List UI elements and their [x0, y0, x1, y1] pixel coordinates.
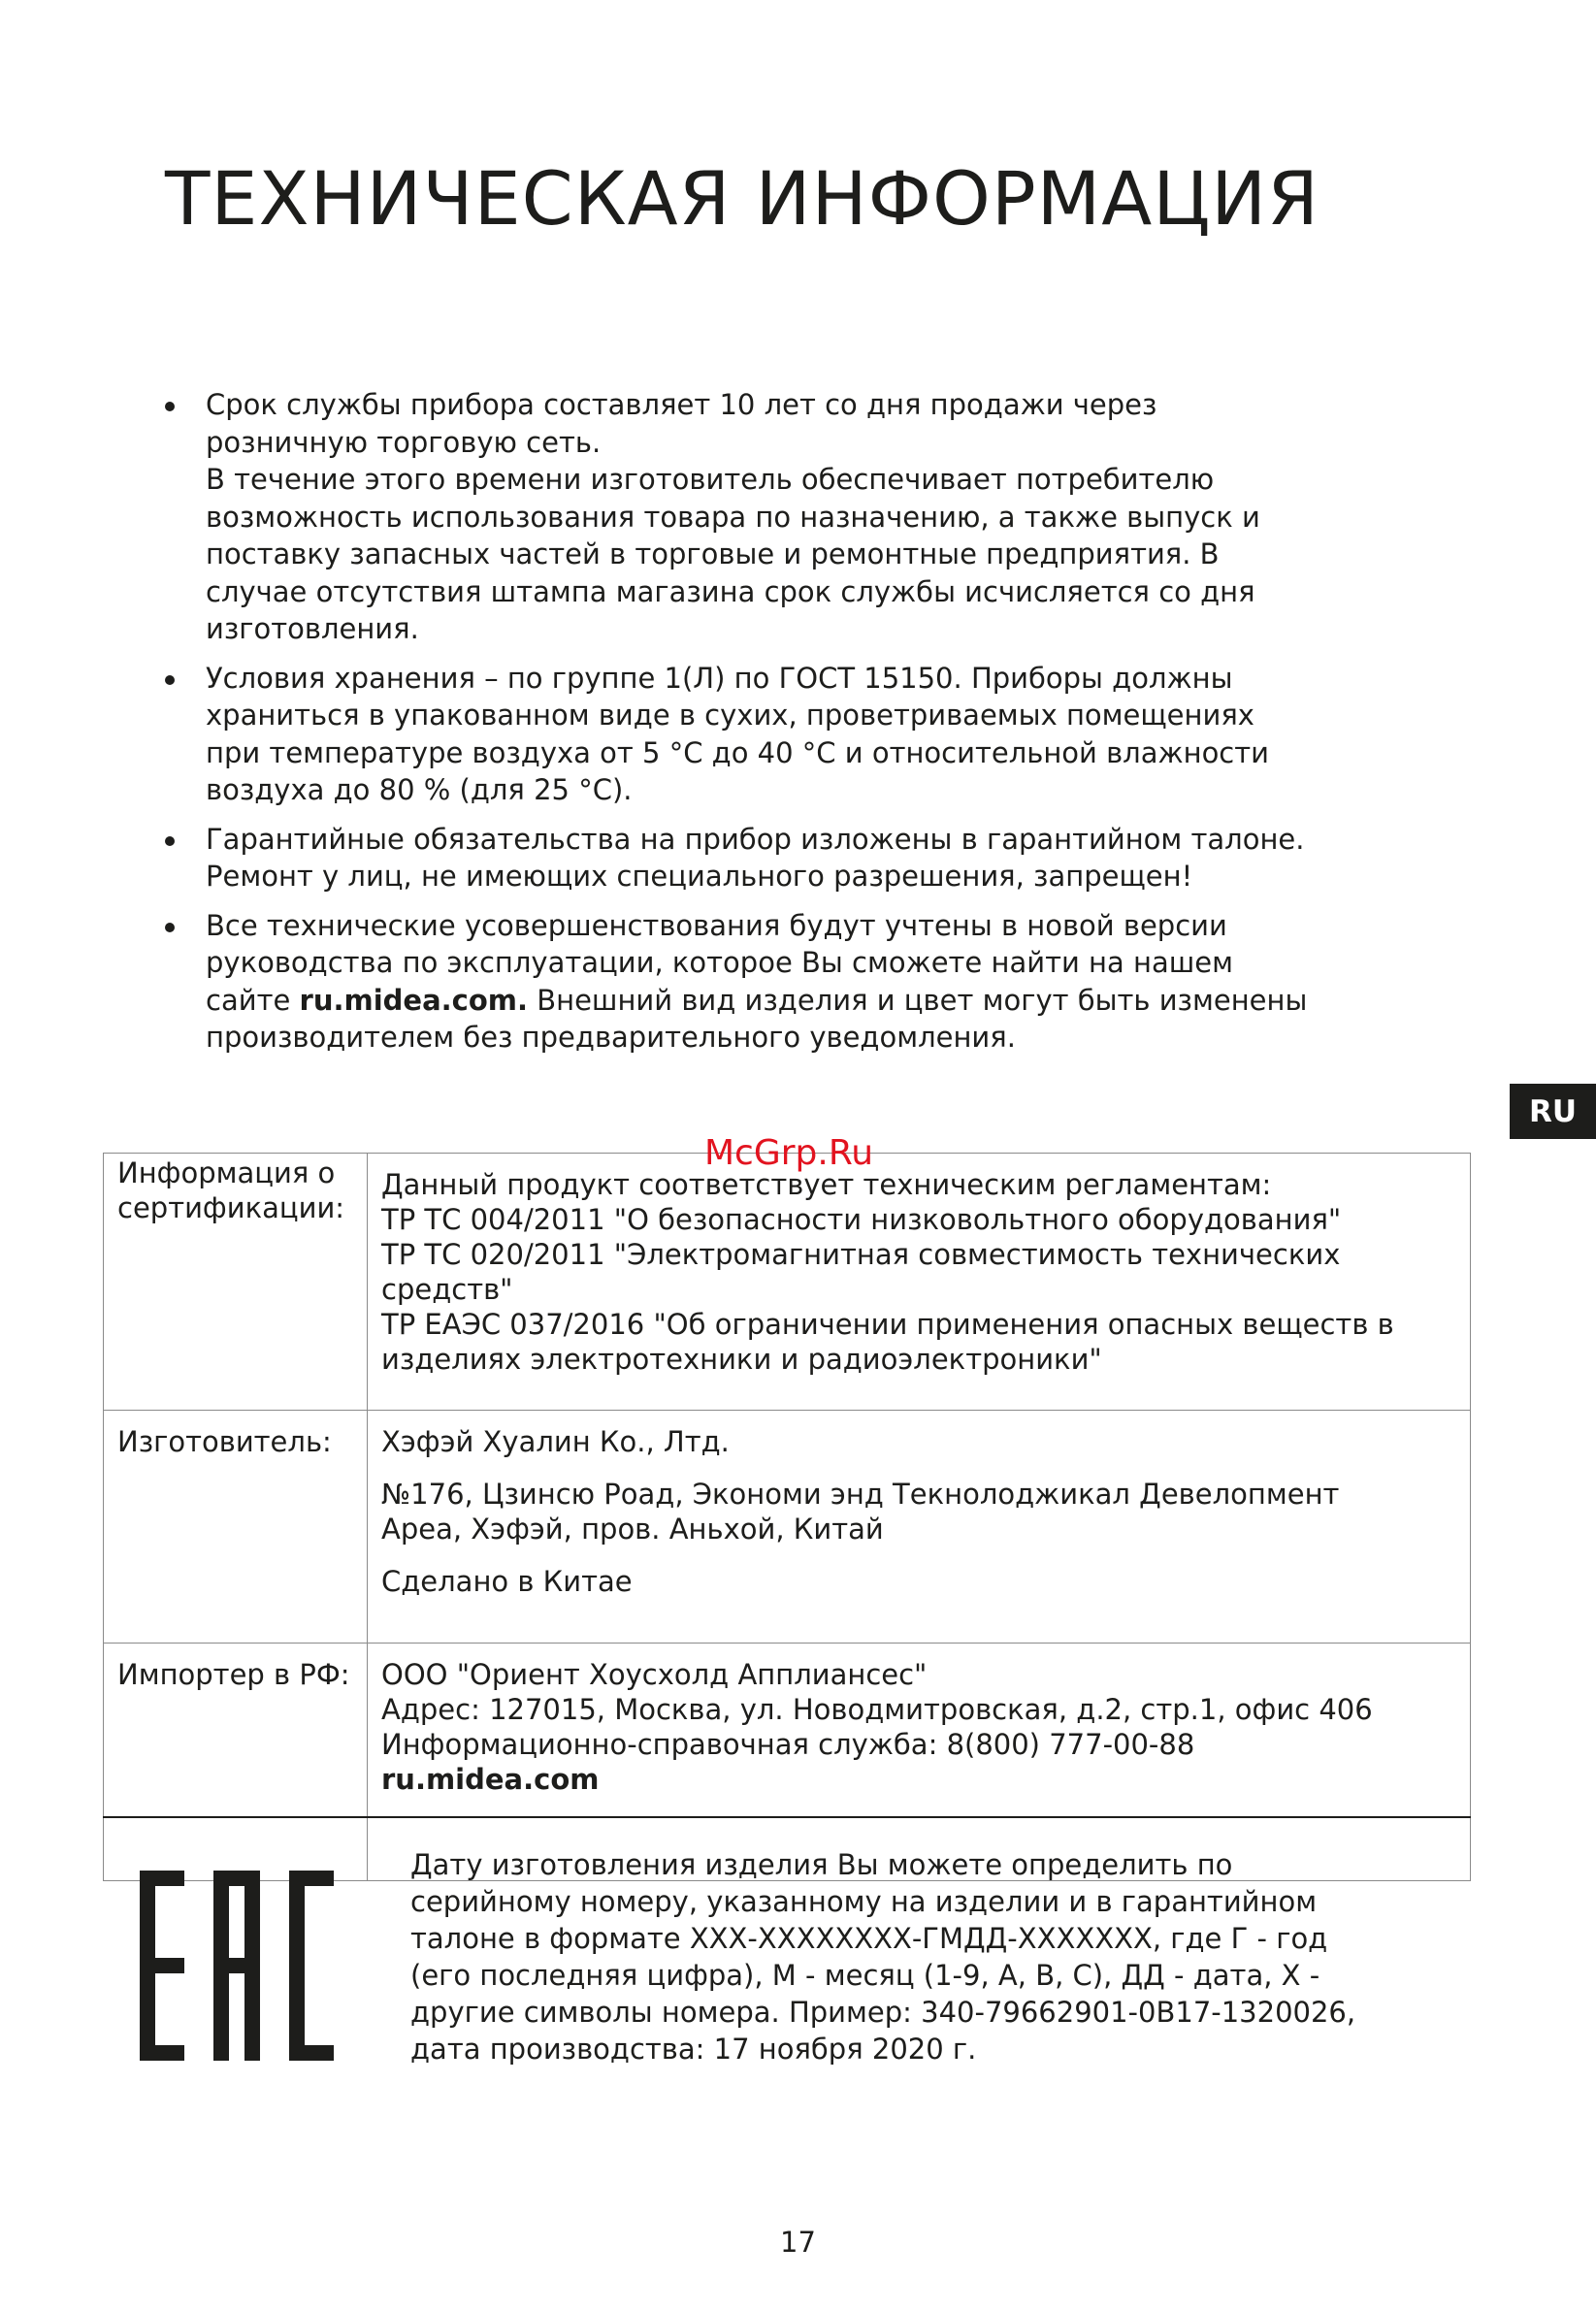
text-line: возможность использования товара по назначению, а также выпуск и — [206, 500, 1260, 534]
certification-label — [104, 1154, 368, 1411]
text-line: воздуха до 80 % (для 25 °С). — [206, 773, 633, 806]
page-number: 17 — [780, 2226, 816, 2259]
text-line: Срок службы прибора составляет 10 лет со дня продажи через — [206, 388, 1157, 421]
label-line: Изготовитель: — [117, 1425, 332, 1458]
manufacturer-address — [381, 1477, 1460, 1546]
page-title: ТЕХНИЧЕСКАЯ ИНФОРМАЦИЯ — [165, 155, 1319, 242]
text-line: средств" — [381, 1273, 513, 1306]
text-line: Все технические усовершенствования будут учтены в новой версии — [206, 908, 1227, 942]
text-line: Ремонт у лиц, не имеющих специального разрешения, запрещен! — [206, 860, 1193, 893]
text-line: (его последняя цифра), М - месяц (1-9, А, В, С), ДД - дата, Х - — [410, 1959, 1320, 1992]
text-line: серийному номеру, указанному на изделии и в гарантийном — [410, 1885, 1318, 1918]
text-line: дата производства: 17 ноября 2020 г. — [410, 2033, 977, 2066]
text-fragment: Внешний вид изделия и цвет могут быть изменены — [528, 983, 1308, 1017]
text-line: ТР ЕАЭС 037/2016 "Об ограничении применения опасных веществ в — [381, 1308, 1394, 1341]
text-line: Дату изготовления изделия Вы можете определить по — [410, 1848, 1233, 1881]
certification-table — [103, 1153, 1471, 1881]
label-line: сертификации: — [117, 1191, 345, 1224]
language-tab: RU — [1510, 1084, 1596, 1139]
text-line: изделиях электротехники и радиоэлектроники" — [381, 1343, 1102, 1376]
list-item-service-life — [165, 386, 1426, 648]
text-line: изготовления. — [206, 612, 419, 645]
list-item-improvements — [165, 907, 1426, 1057]
eac-logo-icon — [140, 1871, 334, 2061]
text-line: В течение этого времени изготовитель обеспечивает потребителю — [206, 463, 1215, 496]
text-line: ТР ТС 004/2011 "О безопасности низковольтного оборудования" — [381, 1203, 1342, 1236]
divider — [103, 1816, 1471, 1818]
manufacturer-value — [368, 1411, 1471, 1644]
label-line: Информация о — [117, 1156, 336, 1189]
made-in-text: Сделано в Китае — [381, 1565, 633, 1598]
info-bullet-list — [165, 386, 1426, 1068]
table-row — [104, 1411, 1471, 1644]
manufacturer-label — [104, 1411, 368, 1644]
text-line: храниться в упакованном виде в сухих, проветриваемых помещениях — [206, 699, 1254, 732]
label-line: Импортер в РФ: — [117, 1658, 350, 1691]
text-line: талоне в формате ХХХ-ХХХХХХХХ-ГМДД-ХХХХХХХ, где Г - год — [410, 1922, 1328, 1955]
text-line: ООО "Ориент Хоусхолд Апплиансес" — [381, 1658, 928, 1691]
text-line: Гарантийные обязательства на прибор изложены в гарантийном талоне. — [206, 822, 1305, 856]
table-row — [104, 1644, 1471, 1881]
text-line: случае отсутствия штампа магазина срок службы исчисляется со дня — [206, 574, 1255, 608]
importer-label — [104, 1644, 368, 1881]
website-link[interactable]: ru.midea.com. — [299, 983, 528, 1017]
table-row — [104, 1154, 1471, 1411]
text-line: Условия хранения – по группе 1(Л) по ГОСТ 15150. Приборы должны — [206, 661, 1233, 695]
text-line: Информационно-справочная служба: 8(800) 777-00-88 — [381, 1728, 1195, 1761]
text-line: Данный продукт соответствует техническим регламентам: — [381, 1168, 1272, 1201]
text-line: другие символы номера. Пример: 340-79662901-0В17-1320026, — [410, 1996, 1356, 2029]
text-line: руководства по эксплуатации, которое Вы сможете найти на нашем — [206, 946, 1233, 979]
text-line: ТР ТС 020/2011 "Электромагнитная совместимость технических — [381, 1238, 1341, 1271]
website-link[interactable]: ru.midea.com — [381, 1763, 600, 1796]
text-fragment: сайте — [206, 983, 300, 1017]
manufacturer-name: Хэфэй Хуалин Ко., Лтд. — [381, 1425, 730, 1458]
importer-value — [368, 1644, 1471, 1881]
text-line: производителем без предварительного уведомления. — [206, 1021, 1016, 1054]
text-line: поставку запасных частей в торговые и ремонтные предприятия. В — [206, 537, 1220, 570]
text-line: Адрес: 127015, Москва, ул. Новодмитровская, д.2, стр.1, офис 406 — [381, 1693, 1373, 1726]
watermark: McGrp.Ru — [704, 1133, 874, 1173]
list-item-warranty — [165, 821, 1426, 895]
text-line: №176, Цзинсю Роад, Экономи энд Текнолоджикал Девелопмент — [381, 1478, 1340, 1511]
list-item-storage-conditions — [165, 660, 1426, 809]
text-line: розничную торговую сеть. — [206, 425, 602, 459]
manufacture-date-info — [410, 1846, 1355, 2067]
certification-value — [368, 1154, 1471, 1411]
text-line: при температуре воздуха от 5 °С до 40 °С и относительной влажности — [206, 735, 1269, 769]
text-line: Ареа, Хэфэй, пров. Аньхой, Китай — [381, 1513, 884, 1546]
text-line — [206, 982, 1426, 1020]
